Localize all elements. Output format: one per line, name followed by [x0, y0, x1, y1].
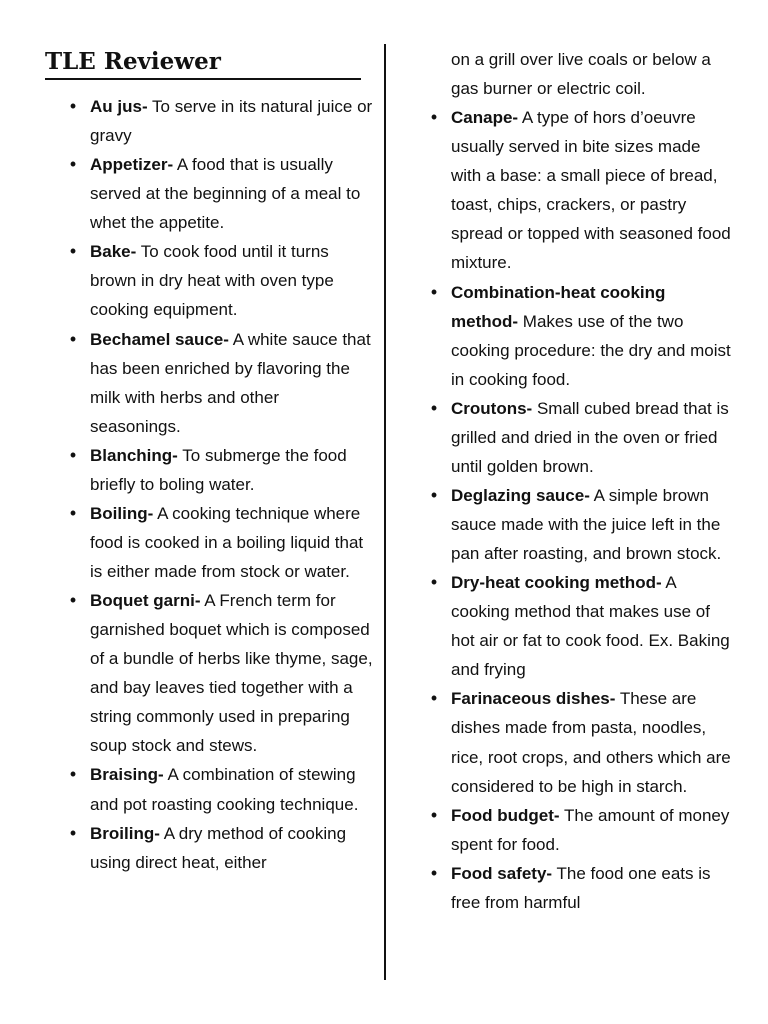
- glossary-entry: [430, 481, 735, 568]
- glossary-entry: [69, 760, 374, 818]
- glossary-term: Food budget-: [451, 805, 560, 825]
- glossary-term: Farinaceous dishes-: [451, 689, 616, 709]
- glossary-term: Bechamel sauce-: [90, 329, 229, 349]
- glossary-entry: [430, 801, 735, 859]
- bullet-icon: •: [69, 502, 77, 523]
- glossary-term: Deglazing sauce-: [451, 485, 590, 505]
- glossary-entry: [430, 859, 735, 917]
- glossary-definition: A cooking technique where food is cooked in a boiling liquid that is either made from stock or water.: [90, 503, 364, 581]
- glossary-term: Dry-heat cooking method-: [451, 573, 662, 593]
- glossary-term: Food safety-: [451, 863, 553, 883]
- glossary-entry: [69, 150, 374, 237]
- glossary-definition: These are dishes made from pasta, noodles, rice, root crops, and others which are considered to be high in starch.: [451, 689, 731, 796]
- bullet-icon: •: [430, 484, 438, 505]
- bullet-icon: •: [69, 241, 77, 262]
- glossary-definition: A type of hors d’oeuvre usually served in bite sizes made with a base: a small piece of bread, toast, chips, crackers, or pastry spread or topped with seasoned food mixture.: [451, 108, 731, 273]
- glossary-term: Braising-: [90, 765, 164, 785]
- glossary-entry: [430, 103, 735, 277]
- glossary-term: Bake-: [90, 242, 137, 262]
- left-column: [69, 92, 374, 877]
- glossary-definition: A food that is usually served at the beginning of a meal to whet the appetite.: [90, 155, 361, 233]
- glossary-entry: [69, 819, 374, 877]
- glossary-entry: [69, 237, 374, 324]
- bullet-icon: •: [430, 804, 438, 825]
- glossary-definition: A French term for garnished boquet which is composed of a bundle of herbs like thyme, sage, and bay leaves tied together with a string commonly used in preparing soup stock and stews.: [90, 591, 373, 756]
- glossary-definition: A dry method of cooking using direct heat, either: [90, 823, 347, 872]
- bullet-icon: •: [69, 822, 77, 843]
- glossary-entry: [69, 441, 374, 499]
- bullet-icon: •: [430, 572, 438, 593]
- bullet-icon: •: [69, 590, 77, 611]
- glossary-term: Blanching-: [90, 445, 178, 465]
- glossary-entry: [69, 325, 374, 441]
- glossary-definition: A cooking method that makes use of hot air or fat to cook food. Ex. Baking and frying: [451, 573, 730, 680]
- bullet-icon: •: [430, 688, 438, 709]
- column-divider: [384, 44, 386, 980]
- glossary-definition: To submerge the food briefly to boling water.: [90, 445, 347, 494]
- bullet-icon: •: [430, 107, 438, 128]
- glossary-definition: Makes use of the two cooking procedure: the dry and moist in cooking food.: [451, 311, 731, 389]
- bullet-icon: •: [69, 154, 77, 175]
- glossary-entry: [69, 586, 374, 760]
- bullet-icon: •: [69, 96, 77, 116]
- bullet-icon: •: [69, 328, 77, 349]
- glossary-term: Au jus-: [90, 97, 148, 116]
- glossary-entry: [69, 499, 374, 586]
- page-title: TLE Reviewer: [45, 46, 361, 80]
- glossary-term: Broiling-: [90, 823, 160, 843]
- glossary-entry: [69, 92, 374, 150]
- glossary-definition: Small cubed bread that is grilled and dried in the oven or fried until golden brown.: [451, 398, 729, 476]
- glossary-term: Canape-: [451, 108, 519, 128]
- right-column: [430, 45, 735, 917]
- glossary-term: Appetizer-: [90, 155, 174, 175]
- glossary-term: Boiling-: [90, 503, 154, 523]
- glossary-term: Combination-heat cooking method-: [451, 282, 666, 331]
- bullet-icon: •: [430, 862, 438, 883]
- bullet-icon: •: [430, 397, 438, 418]
- glossary-term: Croutons-: [451, 398, 533, 418]
- glossary-term: Boquet garni-: [90, 591, 201, 611]
- glossary-entry: [430, 684, 735, 800]
- glossary-definition: A combination of stewing and pot roasting cooking technique.: [90, 765, 359, 814]
- continued-definition: on a grill over live coals or below a gas burner or electric coil.: [451, 50, 711, 99]
- glossary-definition: To serve in its natural juice or gravy: [90, 97, 373, 146]
- bullet-icon: •: [69, 444, 77, 465]
- right-column-list: [430, 103, 735, 917]
- glossary-entry: [430, 394, 735, 481]
- bullet-icon: •: [69, 764, 77, 785]
- bullet-icon: •: [430, 281, 438, 302]
- glossary-entry: [430, 278, 735, 394]
- glossary-definition: The amount of money spent for food.: [451, 805, 730, 854]
- glossary-definition: A simple brown sauce made with the juice left in the pan after roasting, and brown stock.: [451, 485, 722, 564]
- glossary-definition: A white sauce that has been enriched by flavoring the milk with herbs and other seasonings.: [90, 329, 371, 436]
- glossary-definition: The food one eats is free from harmful: [451, 863, 711, 912]
- glossary-entry: [430, 568, 735, 684]
- glossary-definition: To cook food until it turns brown in dry heat with oven type cooking equipment.: [90, 242, 334, 320]
